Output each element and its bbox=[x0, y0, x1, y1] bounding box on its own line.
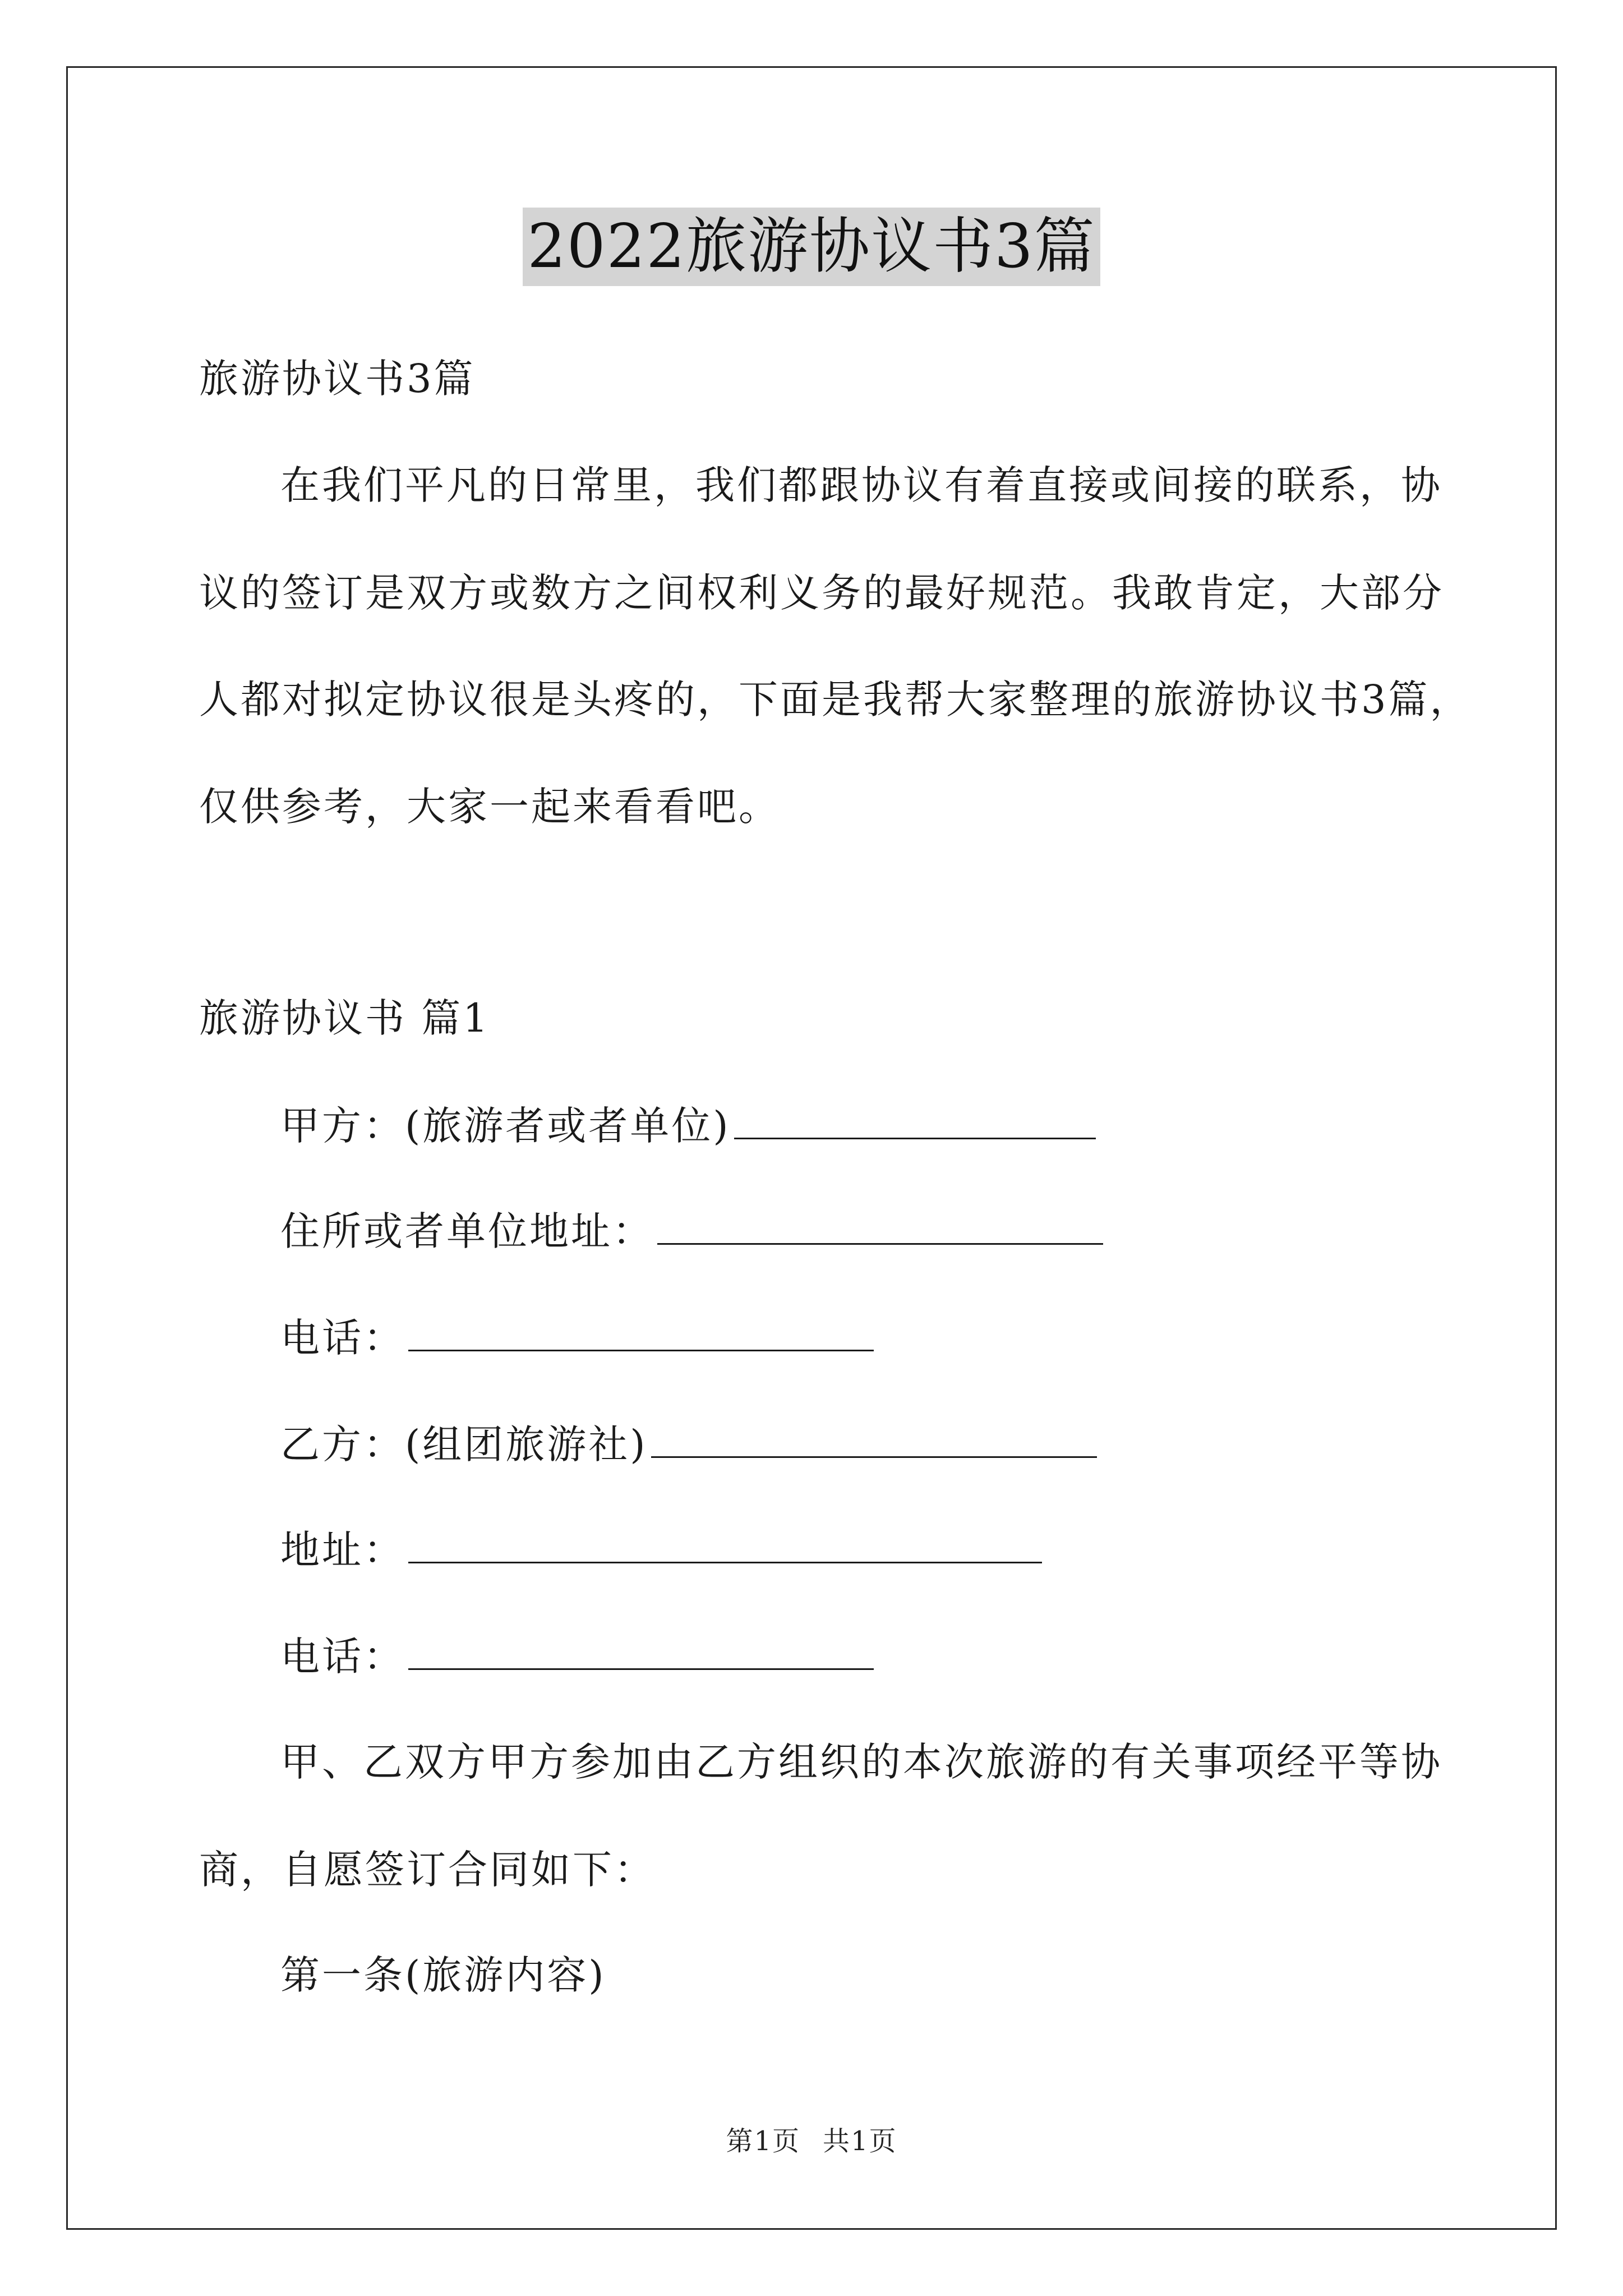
agreement-line-2: 商，自愿签订合同如下： bbox=[199, 1847, 656, 1893]
field-label: 电话： bbox=[280, 1634, 405, 1680]
field-party-a-address bbox=[280, 1206, 1103, 1257]
section-heading: 旅游协议书 篇1 bbox=[199, 995, 490, 1041]
field-party-b bbox=[280, 1419, 1097, 1470]
intro-line-4: 仅供参考，大家一起来看看吧。 bbox=[199, 784, 780, 830]
field-party-b-address bbox=[280, 1525, 1042, 1575]
intro-line-1: 在我们平凡的日常里，我们都跟协议有着直接或间接的联系，协 bbox=[280, 462, 1442, 508]
intro-line-3: 人都对拟定协议很是头疼的，下面是我帮大家整理的旅游协议书3篇， bbox=[199, 677, 1472, 723]
document-subtitle: 旅游协议书3篇 bbox=[199, 356, 476, 402]
field-label: 甲方：(旅游者或者单位) bbox=[280, 1103, 731, 1149]
field-label: 电话： bbox=[280, 1315, 405, 1361]
fill-blank-line bbox=[657, 1206, 1103, 1245]
page-number: 第1页 bbox=[726, 2125, 800, 2157]
field-label: 地址： bbox=[280, 1527, 405, 1573]
fill-blank-line bbox=[734, 1101, 1096, 1139]
intro-line-2: 议的签订是双方或数方之间权利义务的最好规范。我敢肯定，大部分 bbox=[199, 570, 1444, 616]
document-title: 2022旅游协议书3篇 bbox=[523, 208, 1100, 286]
agreement-line-1: 甲、乙双方甲方参加由乙方组织的本次旅游的有关事项经平等协 bbox=[280, 1739, 1442, 1785]
field-party-a bbox=[280, 1101, 1096, 1151]
article-heading: 第一条(旅游内容) bbox=[280, 1952, 606, 1998]
field-label: 住所或者单位地址： bbox=[280, 1208, 654, 1254]
field-party-b-phone bbox=[280, 1631, 874, 1682]
fill-blank-line bbox=[408, 1313, 874, 1351]
page-footer bbox=[0, 2124, 1623, 2158]
field-label: 乙方：(组团旅游社) bbox=[280, 1421, 648, 1467]
field-party-a-phone bbox=[280, 1313, 874, 1363]
fill-blank-line bbox=[408, 1525, 1042, 1563]
fill-blank-line bbox=[651, 1419, 1097, 1458]
page-total: 共1页 bbox=[823, 2125, 897, 2157]
fill-blank-line bbox=[408, 1631, 874, 1670]
